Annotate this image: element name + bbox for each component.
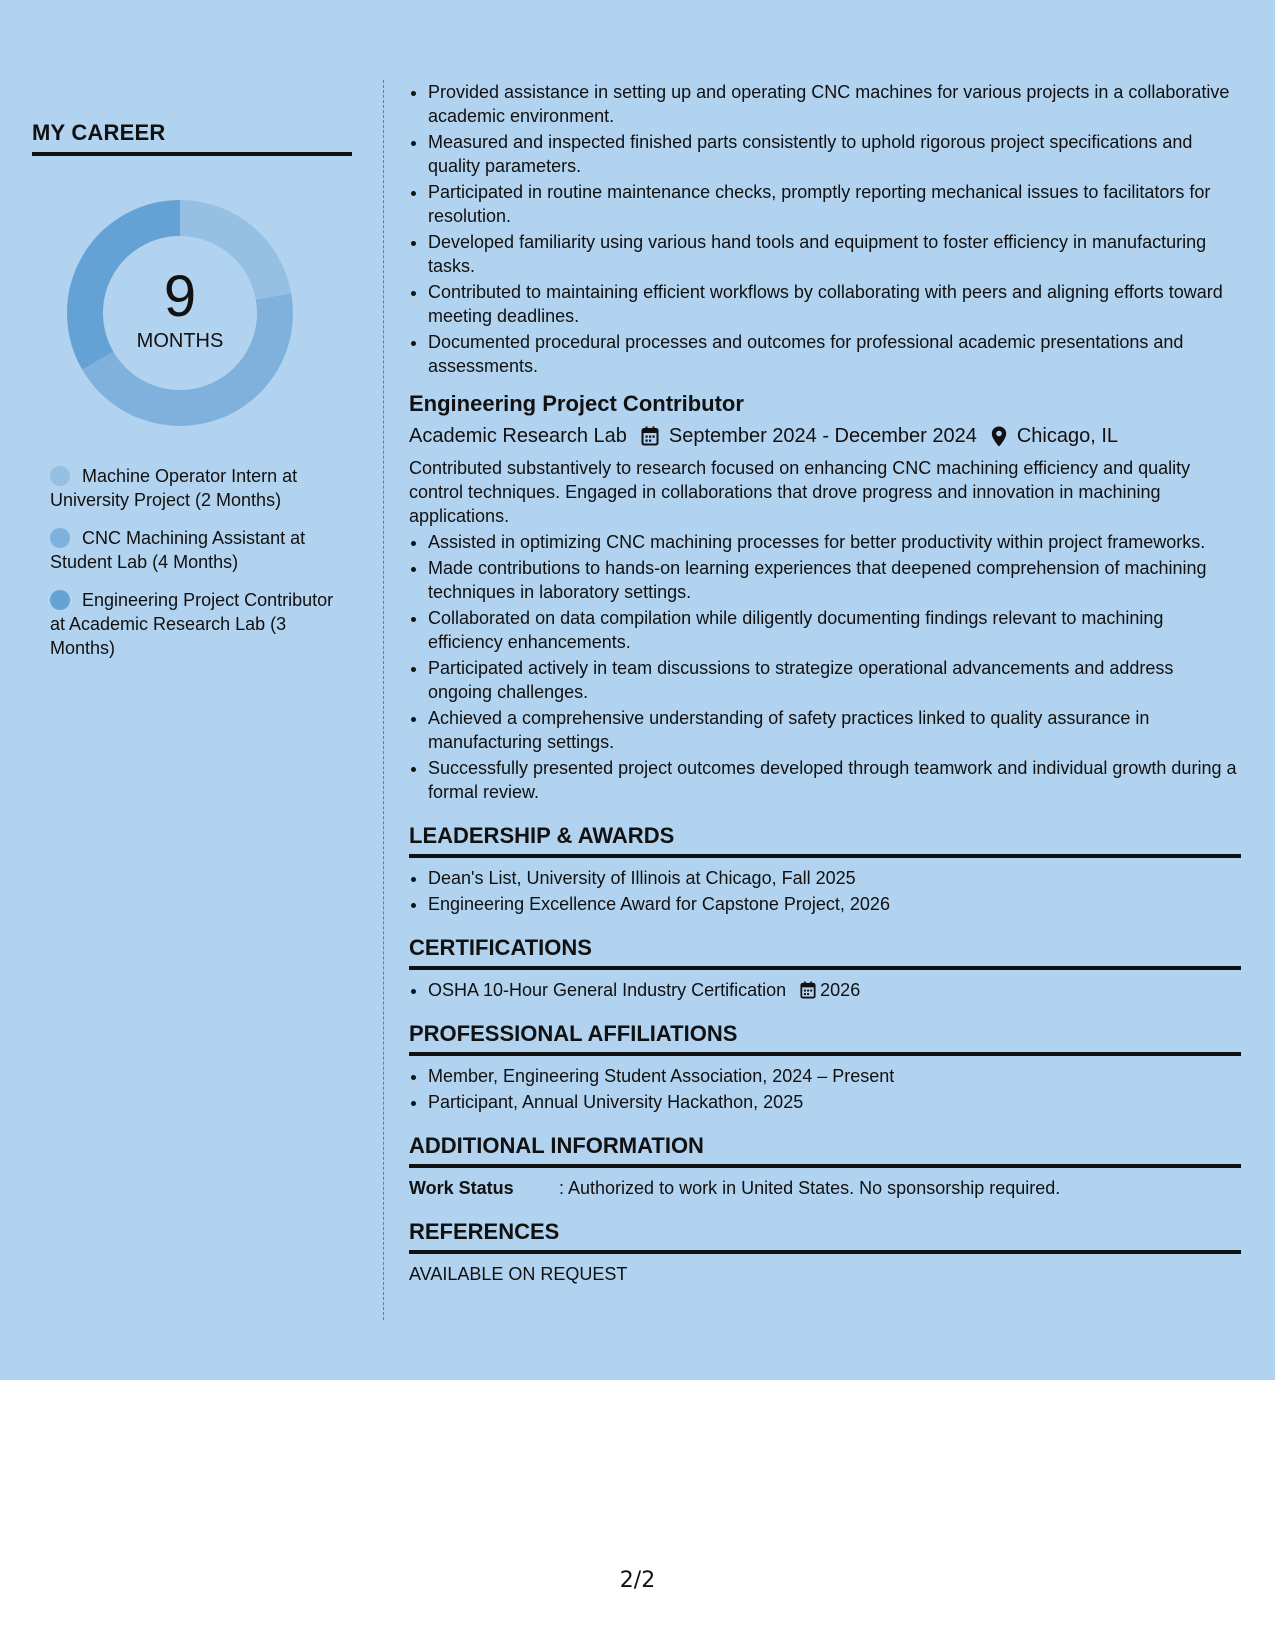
career-donut-chart: [65, 198, 295, 428]
career-title: MY CAREER: [32, 120, 352, 156]
page-number: 2/2: [619, 1568, 656, 1593]
previous-job-bullets: [409, 80, 1241, 378]
additional-info-heading: ADDITIONAL INFORMATION: [409, 1132, 1241, 1168]
job-location: Chicago, IL: [1016, 425, 1119, 447]
total-months-unit: MONTHS: [136, 330, 224, 352]
legend-label: CNC Machining Assistant at Student Lab (4 Months): [50, 528, 306, 572]
leadership-list: [409, 866, 1241, 916]
bullet-item: • Developed familiarity using various hand tools and equipment to foster efficiency in manufacturing tasks.: [428, 230, 1241, 278]
legend-dot: [50, 590, 70, 610]
bullet-item: • Achieved a comprehensive understanding of safety practices linked to quality assurance in manufacturing settings.: [428, 706, 1241, 754]
affiliation-item: • Member, Engineering Student Association, 2024 – Present: [428, 1064, 1241, 1088]
job-bullets: [409, 530, 1241, 804]
job-title: Engineering Project Contributor: [409, 391, 744, 416]
bullet-item: • Contributed to maintaining efficient workflows by collaborating with peers and aligning efforts toward meeting deadlines.: [428, 280, 1241, 328]
legend-label: Machine Operator Intern at University Project (2 Months): [50, 466, 298, 510]
bullet-item: • Provided assistance in setting up and operating CNC machines for various projects in a collaborative academic environment.: [428, 80, 1241, 128]
calendar-icon: [641, 426, 659, 446]
work-status-label: Work Status: [409, 1178, 514, 1198]
calendar-icon: [800, 981, 816, 999]
donut-center: [65, 198, 295, 428]
references-text: AVAILABLE ON REQUEST: [409, 1264, 628, 1284]
work-status-value: : Authorized to work in United States. No sponsorship required.: [559, 1178, 1061, 1198]
work-status-row: [409, 1176, 1241, 1200]
affiliations-list: [409, 1064, 1241, 1114]
bullet-item: • Made contributions to hands-on learning experiences that deepened comprehension of machining techniques in laboratory settings.: [428, 556, 1241, 604]
bullet-item: • Participated actively in team discussions to strategize operational advancements and address ongoing challenges.: [428, 656, 1241, 704]
location-pin-icon: [991, 426, 1007, 447]
bullet-item: • Successfully presented project outcomes developed through teamwork and individual growth during a formal review.: [428, 756, 1241, 804]
legend-item: [50, 588, 340, 660]
bullet-item: • Assisted in optimizing CNC machining processes for better productivity within project frameworks.: [428, 530, 1241, 554]
certifications-list: [409, 978, 1241, 1002]
main-content: [409, 80, 1241, 1286]
award-item: • Engineering Excellence Award for Capstone Project, 2026: [428, 892, 1241, 916]
certification-name: • OSHA 10-Hour General Industry Certification: [428, 980, 787, 1000]
legend-item: [50, 526, 340, 574]
affiliations-heading: PROFESSIONAL AFFILIATIONS: [409, 1020, 1241, 1056]
award-item: • Dean's List, University of Illinois at Chicago, Fall 2025: [428, 866, 1241, 890]
certification-item: [428, 978, 1241, 1002]
total-months-number: 9: [163, 264, 197, 329]
legend-dot: [50, 528, 70, 548]
bullet-item: • Collaborated on data compilation while diligently documenting findings relevant to machining efficiency enhancements.: [428, 606, 1241, 654]
column-divider: [383, 80, 384, 1320]
bullet-item: • Documented procedural processes and outcomes for professional academic presentations and assessments.: [428, 330, 1241, 378]
certifications-heading: CERTIFICATIONS: [409, 934, 1241, 970]
references-heading: REFERENCES: [409, 1218, 1241, 1254]
career-legend: [50, 464, 340, 660]
career-sidebar: [32, 120, 352, 674]
leadership-heading: LEADERSHIP & AWARDS: [409, 822, 1241, 858]
job-company: Academic Research Lab: [409, 425, 627, 447]
job-meta: [409, 422, 1241, 450]
affiliation-item: • Participant, Annual University Hackathon, 2025: [428, 1090, 1241, 1114]
job-description: Contributed substantively to research focused on enhancing CNC machining efficiency and quality control techniques. Engaged in collaborations that drove progress and innovation in machining applications.: [409, 458, 1191, 526]
job-dates: September 2024 - December 2024: [668, 425, 977, 447]
legend-item: [50, 464, 340, 512]
bullet-item: • Measured and inspected finished parts consistently to uphold rigorous project specifications and quality parameters.: [428, 130, 1241, 178]
legend-dot: [50, 466, 70, 486]
certification-year: 2026: [820, 980, 861, 1000]
bullet-item: • Participated in routine maintenance checks, promptly reporting mechanical issues to facilitators for resolution.: [428, 180, 1241, 228]
legend-label: Engineering Project Contributor at Academic Research Lab (3 Months): [50, 590, 334, 658]
